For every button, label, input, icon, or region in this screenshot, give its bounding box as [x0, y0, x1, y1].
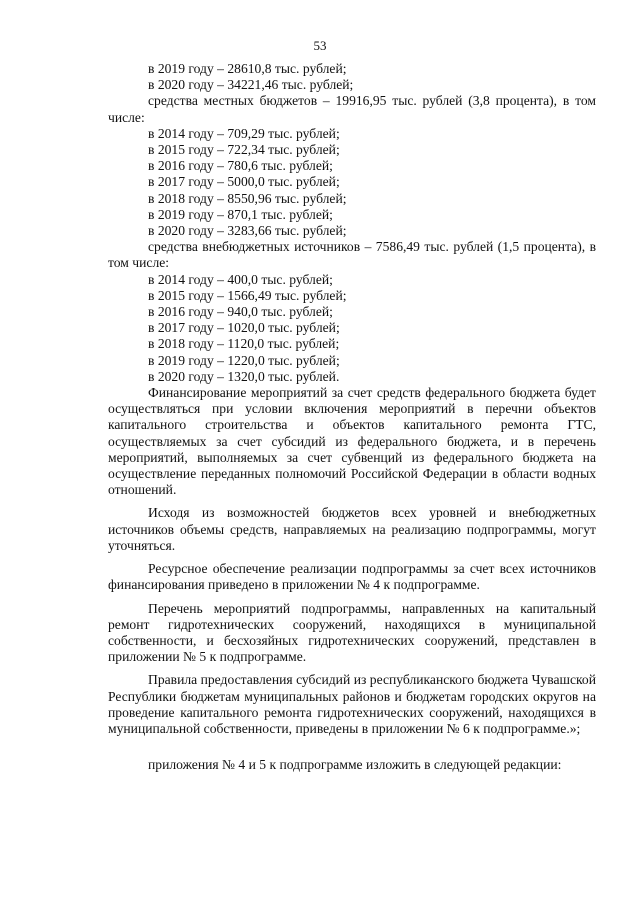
paragraph-volumes: Исходя из возможностей бюджетов всех уровней и внебюджетных источников объемы средств, направляемых на реализацию подпрограммы, могут уточняться. — [108, 505, 596, 553]
local-budget-intro: средства местных бюджетов – 19916,95 тыс. рублей (3,8 процента), в том числе: — [108, 93, 596, 125]
list-item: в 2017 году – 5000,0 тыс. рублей; — [148, 174, 340, 190]
extrabudget-years — [108, 272, 596, 385]
paragraph-resources: Ресурсное обеспечение реализации подпрограммы за счет всех источников финансирования приведено в приложении № 4 к подпрограмме. — [108, 561, 596, 593]
list-item: в 2017 году – 1020,0 тыс. рублей; — [148, 320, 340, 336]
list-item: в 2015 году – 722,34 тыс. рублей; — [148, 142, 340, 158]
list-item: в 2016 году – 780,6 тыс. рублей; — [148, 158, 333, 174]
list-item: в 2020 году – 1320,0 тыс. рублей. — [148, 368, 340, 384]
closing-instruction: приложения № 4 и 5 к подпрограмме изложить в следующей редакции: — [148, 757, 562, 773]
federal-tail-list — [108, 61, 596, 93]
list-item: в 2016 году – 940,0 тыс. рублей; — [148, 304, 333, 320]
paragraph-federal-conditions: Финансирование мероприятий за счет средств федерального бюджета будет осуществляться при условии включения мероприятий в перечни объектов капитального строительства и объектов капитального ремонта ГТС, осуществляемых за счет субсидий из федерального бюджета, и в перечень мероприятий, выполняемых за счет субвенций из федерального бюджета на осуществление переданных полномочий Российской Федерации в области водных отношений. — [108, 385, 596, 498]
list-item: в 2020 году – 3283,66 тыс. рублей; — [148, 223, 347, 239]
list-item: в 2019 году – 870,1 тыс. рублей; — [148, 206, 333, 222]
list-item: в 2015 году – 1566,49 тыс. рублей; — [148, 287, 347, 303]
paragraph-subsidy-rules: Правила предоставления субсидий из республиканского бюджета Чувашской Республики бюджетам муниципальных районов и бюджетам городских округов на проведение капитального ремонта гидротехнических сооружений, находящихся в муниципальной собственности, приведены в приложении № 6 к подпрограмме.»; — [108, 672, 596, 736]
list-item: в 2018 году – 8550,96 тыс. рублей; — [148, 190, 347, 206]
extrabudget-intro: средства внебюджетных источников – 7586,49 тыс. рублей (1,5 процента), в том числе: — [108, 239, 596, 271]
list-item: в 2014 году – 709,29 тыс. рублей; — [148, 125, 340, 141]
list-item: в 2020 году – 34221,46 тыс. рублей; — [148, 77, 354, 93]
list-item: в 2019 году – 28610,8 тыс. рублей; — [148, 61, 347, 76]
list-item: в 2014 году – 400,0 тыс. рублей; — [148, 271, 333, 287]
page-number: 53 — [313, 38, 327, 53]
list-item: в 2018 году – 1120,0 тыс. рублей; — [148, 336, 340, 352]
document-body — [108, 61, 596, 773]
local-budget-years — [108, 126, 596, 239]
list-item: в 2019 году – 1220,0 тыс. рублей; — [148, 352, 340, 368]
paragraph-measures-list: Перечень мероприятий подпрограммы, направленных на капитальный ремонт гидротехнических сооружений, находящихся в муниципальной собственности, и бесхозяйных гидротехнических сооружений, представлен в приложении № 5 к подпрограмме. — [108, 600, 596, 665]
